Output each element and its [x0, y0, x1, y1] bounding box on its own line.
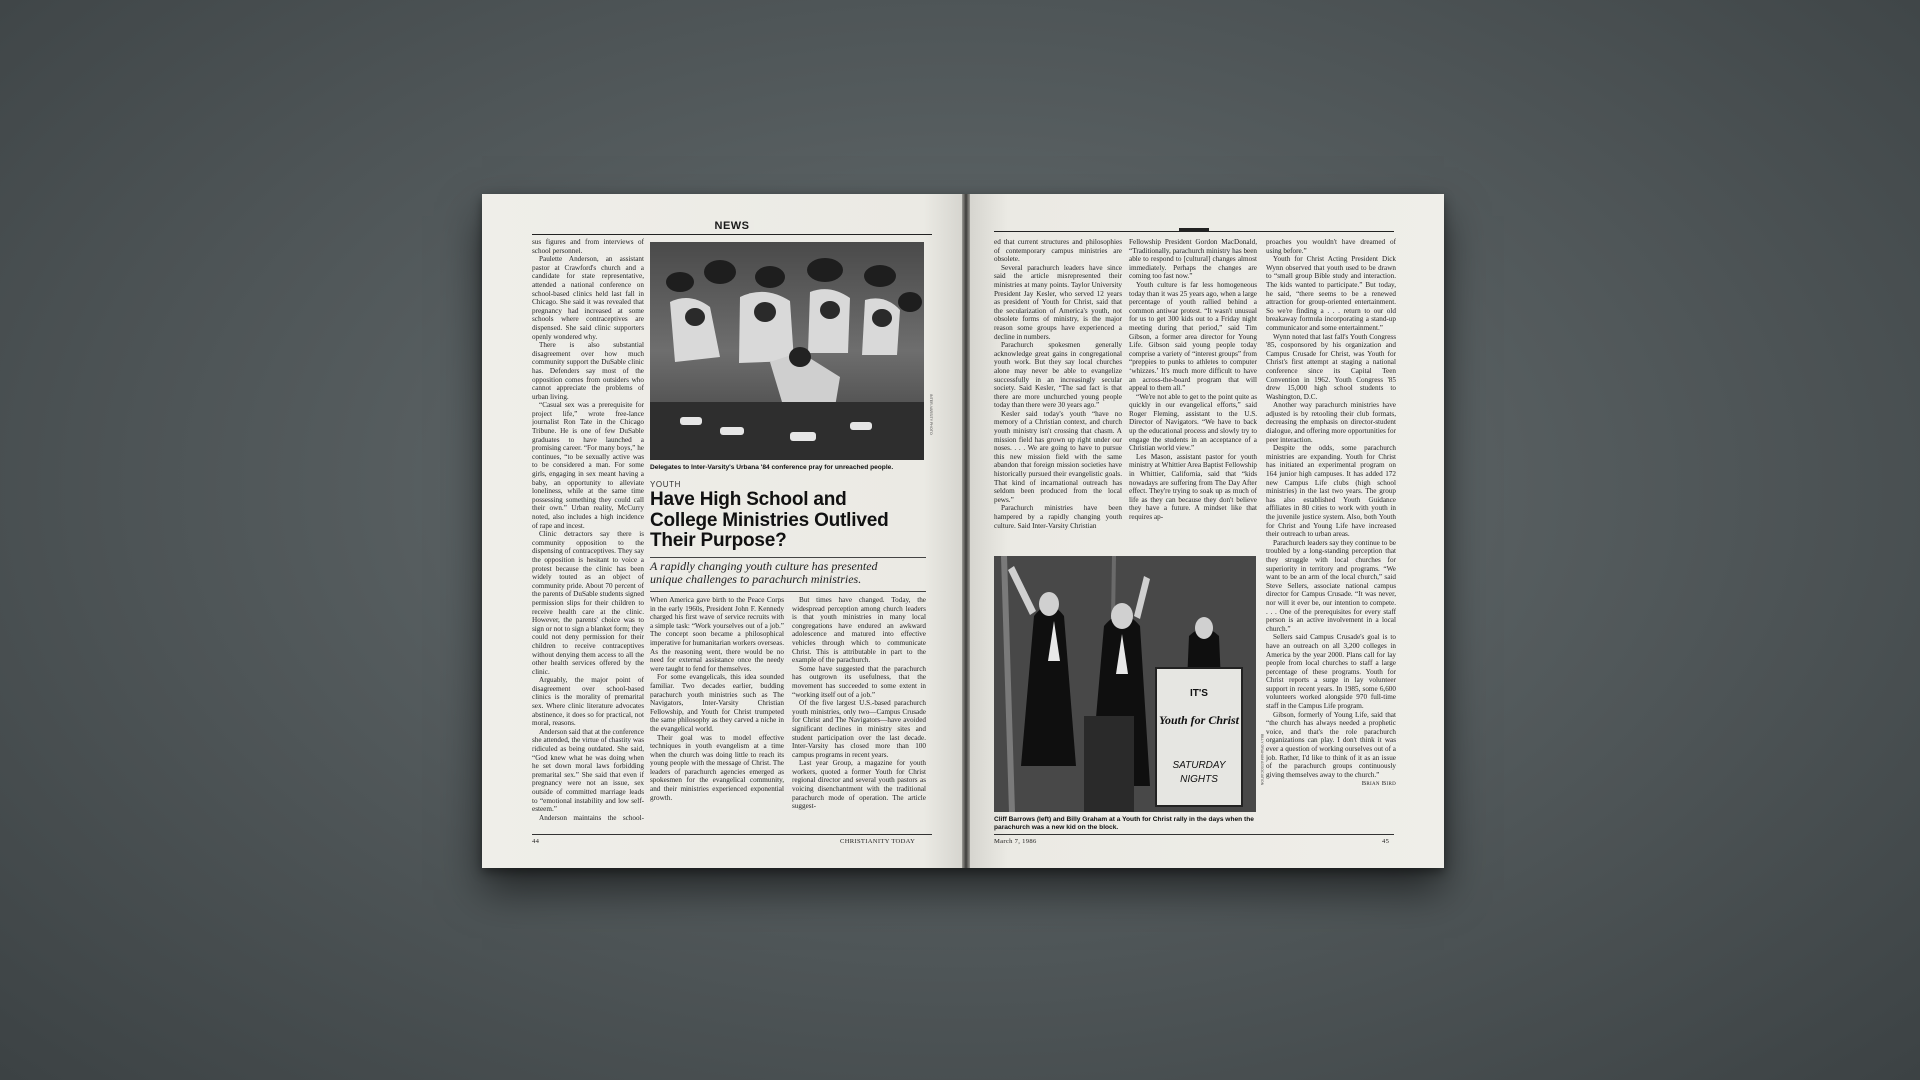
left-column-1 — [532, 238, 644, 822]
byline: Brian Bird — [1361, 780, 1396, 788]
paragraph: Wynn noted that last fall's Youth Congress '85, cosponsored by his organization and Campus Crusade for Christ, was Youth for Christ's first attempt at staging a national conference since its Capital Teen Convention in 1962. Youth Congress '85 drew 15,000 high school students to Washington, D.C. — [1266, 332, 1396, 401]
paragraph: Paulette Anderson, an assistant pastor at Crawford's church and a candidate for state representative, attended a national conference on school-based clinics held last fall in Chicago. She said it was revealed that pregnancy had increased at some schools where contraceptives are dispensed. She said clinic supporters openly wondered why. — [532, 255, 644, 341]
sign-text-its: IT'S — [1190, 688, 1208, 699]
deck-rule-bottom — [650, 591, 926, 592]
paragraph: ed that current structures and philosophies of contemporary campus ministries are obsolete. — [994, 238, 1122, 264]
paragraph: Last year Group, a magazine for youth workers, quoted a former Youth for Christ regional director and several youth pastors as voicing disenchantment with the traditional parachurch mode of operation. The article suggest- — [792, 759, 926, 811]
paragraph: Despite the odds, some parachurch ministries are expanding. Youth for Christ has initiated an experimental program on 164 junior high campuses. It has added 172 new Campus Life clubs (high school ministries) in the last two years. The group has also established Youth Guidance affiliates in 80 cities to work with youth in the juvenile justice system. Also, both Youth for Christ and Young Life have increased their outreach to urban areas. — [1266, 444, 1396, 539]
sign-text-yfc: Youth for Christ — [1158, 713, 1240, 727]
paragraph: Anderson maintains the school- — [539, 813, 644, 822]
right-page-number: 45 — [1382, 838, 1390, 845]
paragraph: For some evangelicals, this idea sounded familiar. Two decades earlier, budding parachurch youth ministries such as The Navigators, Inter-Varsity Christian Fellowship, and Youth for Christ trumpeted the same philosophy as they carved a niche in the evangelical world. — [650, 673, 784, 733]
rally-photo-credit: BILLY GRAHAM ASSOCIATION — [1260, 734, 1264, 786]
paragraph: Fellowship President Gordon MacDonald, “Traditionally, parachurch ministry has been able to respond to [cultural] changes almost immediately. Perhaps the changes are coming too fast now.” — [1129, 238, 1257, 281]
paragraph: sus figures and from interviews of school personnel. — [532, 238, 644, 255]
paragraph: Some have suggested that the parachurch has outgrown its usefulness, that the movement has succeeded to some extent in “working itself out of a job.” — [792, 664, 926, 699]
left-page-number: 44 — [532, 838, 540, 845]
paragraph: Clinic detractors say there is community opposition to the dispensing of contraceptives. They say the opposition is hesitant to voice a protest because the clinic has been widely touted as an object of community pride. About 70 percent of the parents of DuSable students signed permission slips for their children to receive health care at the clinic. However, the parents' choice was to sign or not to sign a blanket form; they could not deny permission for their children to receive contraceptives without denying them access to all the other health services offered by the clinic. — [532, 530, 644, 676]
sign-text-nights: NIGHTS — [1180, 774, 1218, 785]
paragraph: Les Mason, assistant pastor for youth ministry at Whittier Area Baptist Fellowship in Whittier, California, said that “kids nowadays are suffering from The Day After effect. They're trying to soak up as much of life as they can because they don't believe they have a future. A mindset like that requires ap- — [1129, 452, 1257, 521]
paragraph: Anderson said that at the conference she attended, the virtue of chastity was ridiculed as being outdated. She said, “God knew what he was doing when he set down moral laws forbidding premarital sex.” She said that even if pregnancy were not an issue, sex outside of committed marriage leads to “emotional instability and low self-esteem.” — [532, 727, 644, 814]
paragraph: Arguably, the major point of disagreement over school-based clinics is the morality of premarital sex. Where clinic literature advocates abstinence, it does so for practical, not moral, reasons. — [532, 676, 644, 728]
sign-text-saturday: SATURDAY — [1172, 760, 1226, 771]
paragraph: But times have changed. Today, the widespread perception among church leaders is that youth ministries in many local congregations have endured an awkward adolescence and matured into effective vehicles through which to communicate Christ. This is attributable in part to the example of the parachurch. — [792, 596, 926, 665]
left-column-2 — [650, 596, 784, 822]
right-column-1 — [994, 238, 1122, 550]
paragraph: Several parachurch leaders have since said the article misrepresented their ministries at many points. Taylor University President Jay Kesler, who served 12 years as president of Youth for Christ, said that the secularization of America's youth, not obsolete forms of ministry, is the major reason some groups have experienced a decline in numbers. — [994, 263, 1122, 341]
right-header-rule — [994, 231, 1394, 232]
story-kicker: YOUTH — [650, 480, 681, 489]
rally-photo-caption: Cliff Barrows (left) and Billy Graham at a Youth for Christ rally in the days when the parachurch was a new kid on the block. — [994, 816, 1254, 831]
paragraph: Youth for Christ Acting President Dick Wynn observed that youth used to be drawn to “small group Bible study and interaction. The kids wanted to participate.” But today, he said, “there seems to be a renewed attraction for group-oriented entertainment. So we're finding a . . . return to our old breakaway formula incorporating a stand-up communicator and some entertainment.” — [1266, 255, 1396, 332]
left-folio-title: CHRISTIANITY TODAY — [840, 838, 916, 845]
paragraph: Gibson, formerly of Young Life, said that “the church has always needed a prophetic voice, and that's the role parachurch organizations can play. I don't think it was ever a question of working ourselves out of a job. Rather, I'd like to think of it as an issue of the parachurch groups continuously giving themselves away to the church.” — [1266, 710, 1396, 779]
paragraph: proaches you wouldn't have dreamed of using before.” — [1266, 238, 1396, 255]
story-deck: A rapidly changing youth culture has presented unique challenges to parachurch ministries. — [650, 559, 878, 586]
paragraph: When America gave birth to the Peace Corps in the early 1960s, President John F. Kennedy charged his first wave of service recruits with a simple task: “Work yourselves out of a job.” The concept soon became a philosophical imperative for humanitarian workers overseas. As the reasoning went, there would be no need for external assistance once the needy were taught to fend for themselves. — [650, 596, 784, 673]
magazine-spread — [482, 194, 1444, 868]
section-header — [532, 220, 932, 235]
right-folio-rule — [994, 834, 1394, 835]
left-column-3 — [792, 596, 926, 822]
paragraph: “We're not able to get to the point quite as quickly in our evangelical efforts,” said Roger Fleming, assistant to the U.S. Director of Navigators. “We have to back up the educational process and slowly try to engage the students in an acceptance of a Christian world view.” — [1129, 392, 1257, 453]
story-headline: Have High School and College Ministries Outlived Their Purpose? — [650, 489, 889, 551]
rally-photo — [994, 556, 1256, 812]
paragraph: Their goal was to model effective techniques in youth evangelism at a time when the church was doing little to reach its young people with the message of Christ. The leaders of parachurch agencies emerged as spokesmen for the evangelical community, and their ministries experienced exponential growth. — [650, 733, 784, 802]
paragraph: Kesler said today's youth “have no memory of a Christian context, and church youth ministry isn't crossing that chasm. A mission field has grown up right under our noses. . . . We are going to have to pursue this new mission field with the same abandon that foreign mission societies have historically pursued their evangelistic goals. That kind of incarnational outreach has seldom been produced from the local pews.” — [994, 409, 1122, 504]
paragraph: Parachurch spokesmen generally acknowledge great gains in congregational youth work. But they say local churches alone may never be able to evangelize successfully in an increasingly secular society. Said Kesler, “The sad fact is that there are more unchurched young people today than there were 30 years ago.” — [994, 341, 1122, 410]
paragraph: Youth culture is far less homogeneous today than it was 25 years ago, when a large percentage of youth rallied behind a common antiwar protest. “It wasn't unusual for us to get 300 kids out to a Friday night meeting during that period,” said Tim Gibson, a former area director for Young Life. Gibson said young people today comprise a variety of “interest groups” from “preppies to punks to athletes to computer ‘whizzes.’ It's much more difficult to have an across-the-board program that will appeal to them all.” — [1129, 280, 1257, 393]
paragraph: Sellers said Campus Crusade's goal is to have an outreach on all 3,200 colleges in America by the year 2000. Plans call for lay people from local churches to staff a large percentage of these programs. Youth for Christ reports a surge in lay volunteer support in recent years. In 1985, some 6,600 volunteers worked alongside 970 full-time staff in the Campus Life program. — [1266, 633, 1396, 711]
deck-rule — [650, 557, 926, 558]
paragraph: Parachurch ministries have been hampered by a rapidly changing youth culture. Said Inter-Varsity Christian — [994, 504, 1122, 530]
left-page — [482, 194, 962, 868]
right-page — [970, 194, 1444, 868]
spine-gutter — [962, 194, 970, 868]
left-folio-rule — [532, 834, 932, 835]
urbana-photo — [650, 242, 924, 460]
right-column-3 — [1266, 238, 1396, 822]
paragraph: Of the five largest U.S.-based parachurch youth ministries, only two—Campus Crusade for Christ and The Navigators—have avoided significant declines in ministry sites and student participation over the last decade. Inter-Varsity has closed more than 100 campus programs in recent years. — [792, 699, 926, 759]
urbana-photo-caption: Delegates to Inter-Varsity's Urbana '84 conference pray for unreached people. — [650, 464, 894, 471]
paragraph: There is also substantial disagreement over how much community support the DuSable clinic has. Defenders say most of the opposition comes from outsiders who cannot appreciate the problems of urban living. — [532, 341, 644, 401]
right-column-2 — [1129, 238, 1257, 550]
paragraph: Parachurch leaders say they continue to be troubled by a long-standing perception that they struggle with local churches for superiority in territory and programs. “We want to be an arm of the local church,” said Steve Sellers, associate national campus director for Campus Crusade. “It was never, nor will it ever be, our intention to compete. . . . One of the prerequisites for every staff person is an active involvement in a local church.” — [1266, 538, 1396, 633]
paragraph: “Casual sex was a prerequisite for project life,” wrote free-lance journalist Ron Tate in the Chicago Tribune. He is one of few DuSable graduates to have launched a promising career. “For many boys,” he continues, “to be sexually active was to be considered a man. For some girls, engaging in sex meant having a baby, an opportunity to alleviate loneliness, while at the same time possessing something they could call their own.” Urban reality, McCurry noted, also includes a high incidence of rape and incest. — [532, 401, 644, 530]
right-folio-date: March 7, 1986 — [994, 838, 1037, 845]
paragraph: Another way parachurch ministries have adjusted is by retooling their club formats, decreasing the emphasis on director-student dialogue, and offering more opportunities for peer interaction. — [1266, 401, 1396, 444]
urbana-photo-credit: INTER-VARSITY PHOTO — [929, 394, 933, 435]
section-label: NEWS — [711, 220, 754, 232]
